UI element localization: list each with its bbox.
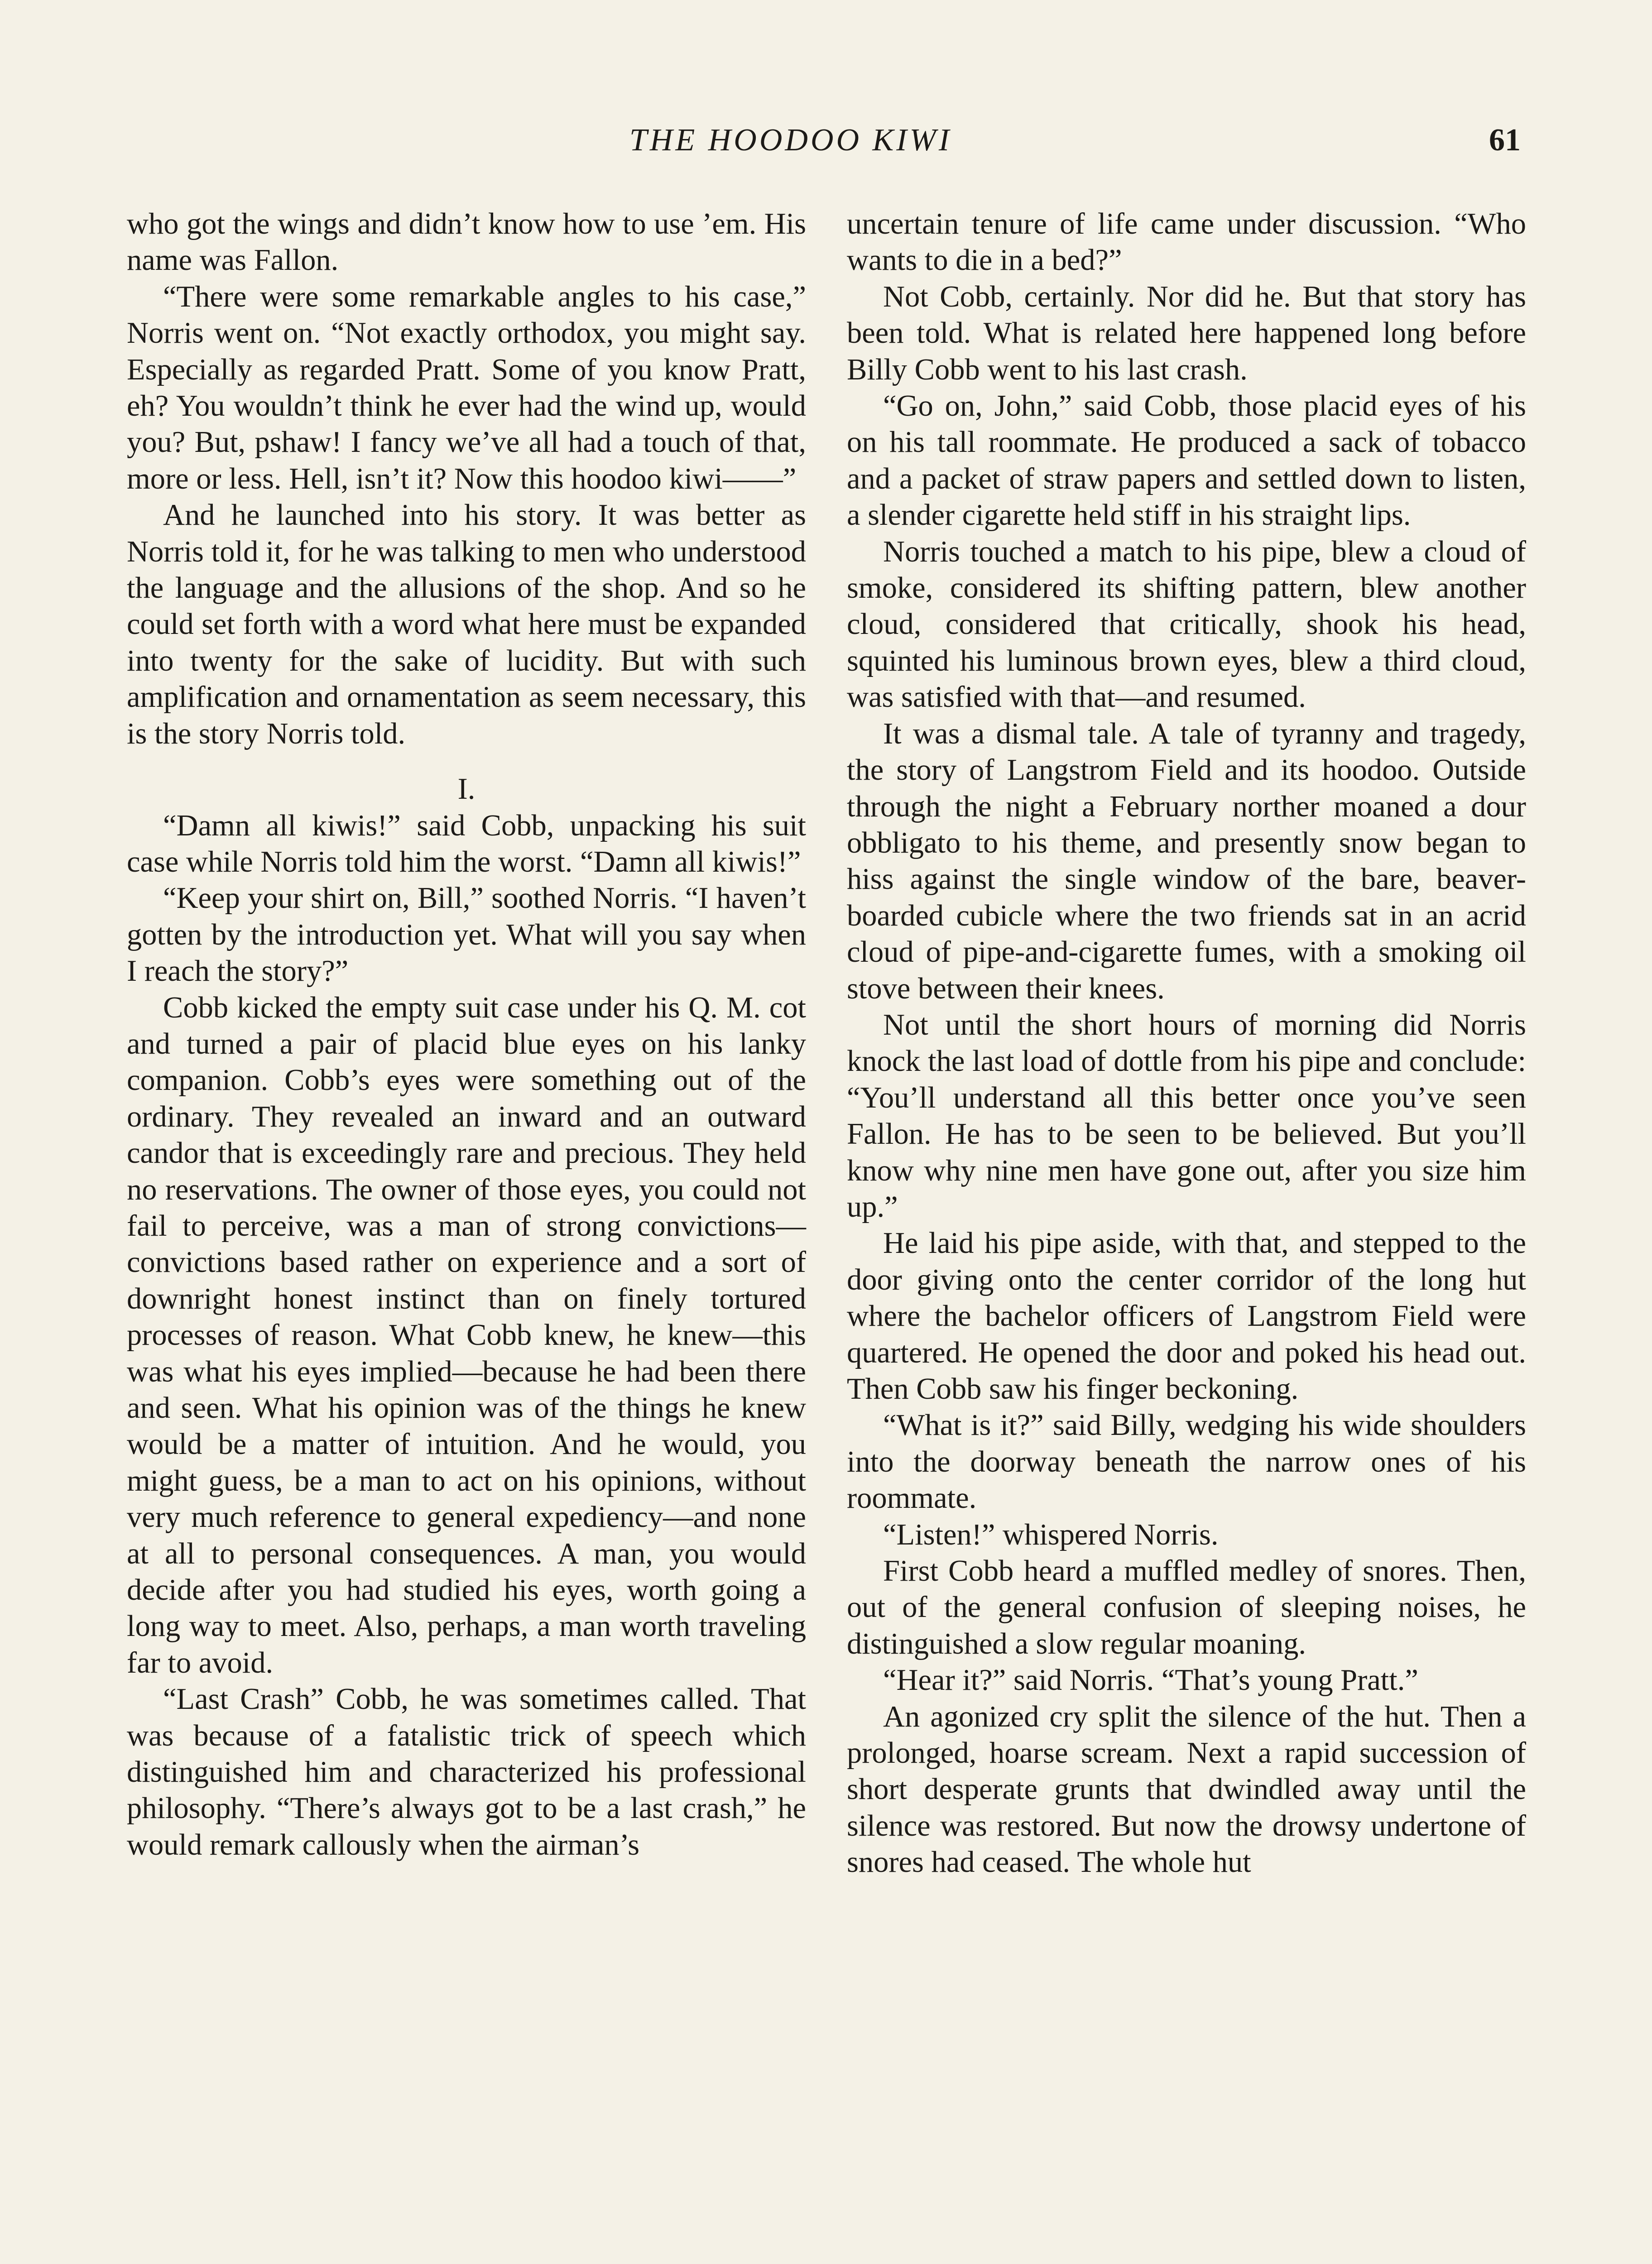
paragraph: “Last Crash” Cobb, he was sometimes called. That was because of a fatalistic trick of speech which distinguished him and characterized his professional philosophy. “There’s always got to be a last crash,” he would remark callously when the airman’s bbox=[127, 1683, 806, 1861]
paragraph: “Go on, John,” said Cobb, those placid eyes of his on his tall roommate. He produced a sack of tobacco and a packet of straw papers and settled down to listen, a slender cigarette held stiff in his straight lips. bbox=[847, 389, 1526, 532]
paragraph: “There were some remarkable angles to his case,” Norris went on. “Not exactly orthodox, you might say. Especially as regarded Pratt. Some of you know Pratt, eh? You wouldn’t think he ever had the wind up, would you? But, pshaw! I fancy we’ve all had a touch of that, more or less. Hell, isn’t it? Now this hoodoo kiwi——” bbox=[127, 280, 806, 495]
right-column bbox=[847, 206, 1526, 1881]
page-number: 61 bbox=[1489, 123, 1521, 158]
paragraph: “Damn all kiwis!” said Cobb, unpacking his suit case while Norris told him the worst. “Damn all kiwis!” bbox=[127, 809, 806, 878]
paragraph: Not Cobb, certainly. Nor did he. But that story has been told. What is related here happened long before Billy Cobb went to his last crash. bbox=[847, 280, 1526, 386]
paragraph: Cobb kicked the empty suit case under his Q. M. cot and turned a pair of placid blue eyes on his lanky companion. Cobb’s eyes were something out of the ordinary. They revealed an inward and an outward candor that is exceedingly rare and precious. They held no reservations. The owner of those eyes, you could not fail to perceive, was a man of strong convictions—convictions based rather on experience and a sort of downright honest instinct than on finely tortured processes of reason. What Cobb knew, he knew—this was what his eyes implied—because he had been there and seen. What his opinion was of the things he knew would be a matter of intuition. And he would, you might guess, be a man to act on his opinions, without very much reference to general expediency—and none at all to personal consequences. A man, you would decide after you had studied his eyes, worth going a long way to meet. Also, perhaps, a man worth traveling far to avoid. bbox=[127, 991, 806, 1679]
paragraph: uncertain tenure of life came under discussion. “Who wants to die in a bed?” bbox=[847, 207, 1526, 277]
paragraph: “Listen!” whispered Norris. bbox=[883, 1518, 1219, 1551]
left-column bbox=[127, 206, 806, 1863]
paragraph: It was a dismal tale. A tale of tyranny and tragedy, the story of Langstrom Field and its hoodoo. Outside through the night a February norther moaned a dour obbligato to his theme, and presently snow began to hiss against the single window of the bare, beaver-boarded cubicle where the two friends sat in an acrid cloud of pipe-and-cigarette fumes, with a smoking oil stove between their knees. bbox=[847, 717, 1526, 1005]
paragraph: “Hear it?” said Norris. “That’s young Pratt.” bbox=[883, 1664, 1418, 1697]
paragraph: He laid his pipe aside, with that, and stepped to the door giving onto the center corridor of the long hut where the bachelor officers of Langstrom Field were quartered. He opened the door and poked his head out. Then Cobb saw his finger beckoning. bbox=[847, 1227, 1526, 1405]
paragraph: An agonized cry split the silence of the hut. Then a prolonged, hoarse scream. Next a rapid succession of short desperate grunts that dwindled away until the silence was restored. But now the drowsy undertone of snores had ceased. The whole hut bbox=[847, 1700, 1526, 1879]
section-number: I. bbox=[457, 772, 475, 806]
paragraph: who got the wings and didn’t know how to use ’em. His name was Fallon. bbox=[127, 207, 806, 277]
paragraph: “Keep your shirt on, Bill,” soothed Norris. “I haven’t gotten by the introduction yet. What will you say when I reach the story?” bbox=[127, 882, 806, 988]
paragraph: And he launched into his story. It was better as Norris told it, for he was talking to men who understood the language and the allusions of the shop. And so he could set forth with a word what here must be expanded into twenty for the sake of lucidity. But with such amplification and ornamentation as seem necessary, this is the story Norris told. bbox=[127, 499, 806, 750]
paragraph: Not until the short hours of morning did Norris knock the last load of dottle from his pipe and conclude: “You’ll understand all this better once you’ve seen Fallon. He has to be seen to be believed. But you’ll know why nine men have gone out, after you size him up.” bbox=[847, 1008, 1526, 1223]
paragraph: Norris touched a match to his pipe, blew a cloud of smoke, considered its shifting pattern, blew another cloud, considered that critically, shook his head, squinted his luminous brown eyes, blew a third cloud, was satisfied with that—and resumed. bbox=[847, 535, 1526, 714]
page-header bbox=[0, 122, 1652, 172]
paragraph: “What is it?” said Billy, wedging his wide shoulders into the doorway beneath the narrow ones of his roommate. bbox=[847, 1409, 1526, 1515]
paragraph: First Cobb heard a muffled medley of snores. Then, out of the general confusion of sleeping noises, he distinguished a slow regular moaning. bbox=[847, 1554, 1526, 1660]
running-title: THE HOODOO KIWI bbox=[629, 123, 952, 158]
